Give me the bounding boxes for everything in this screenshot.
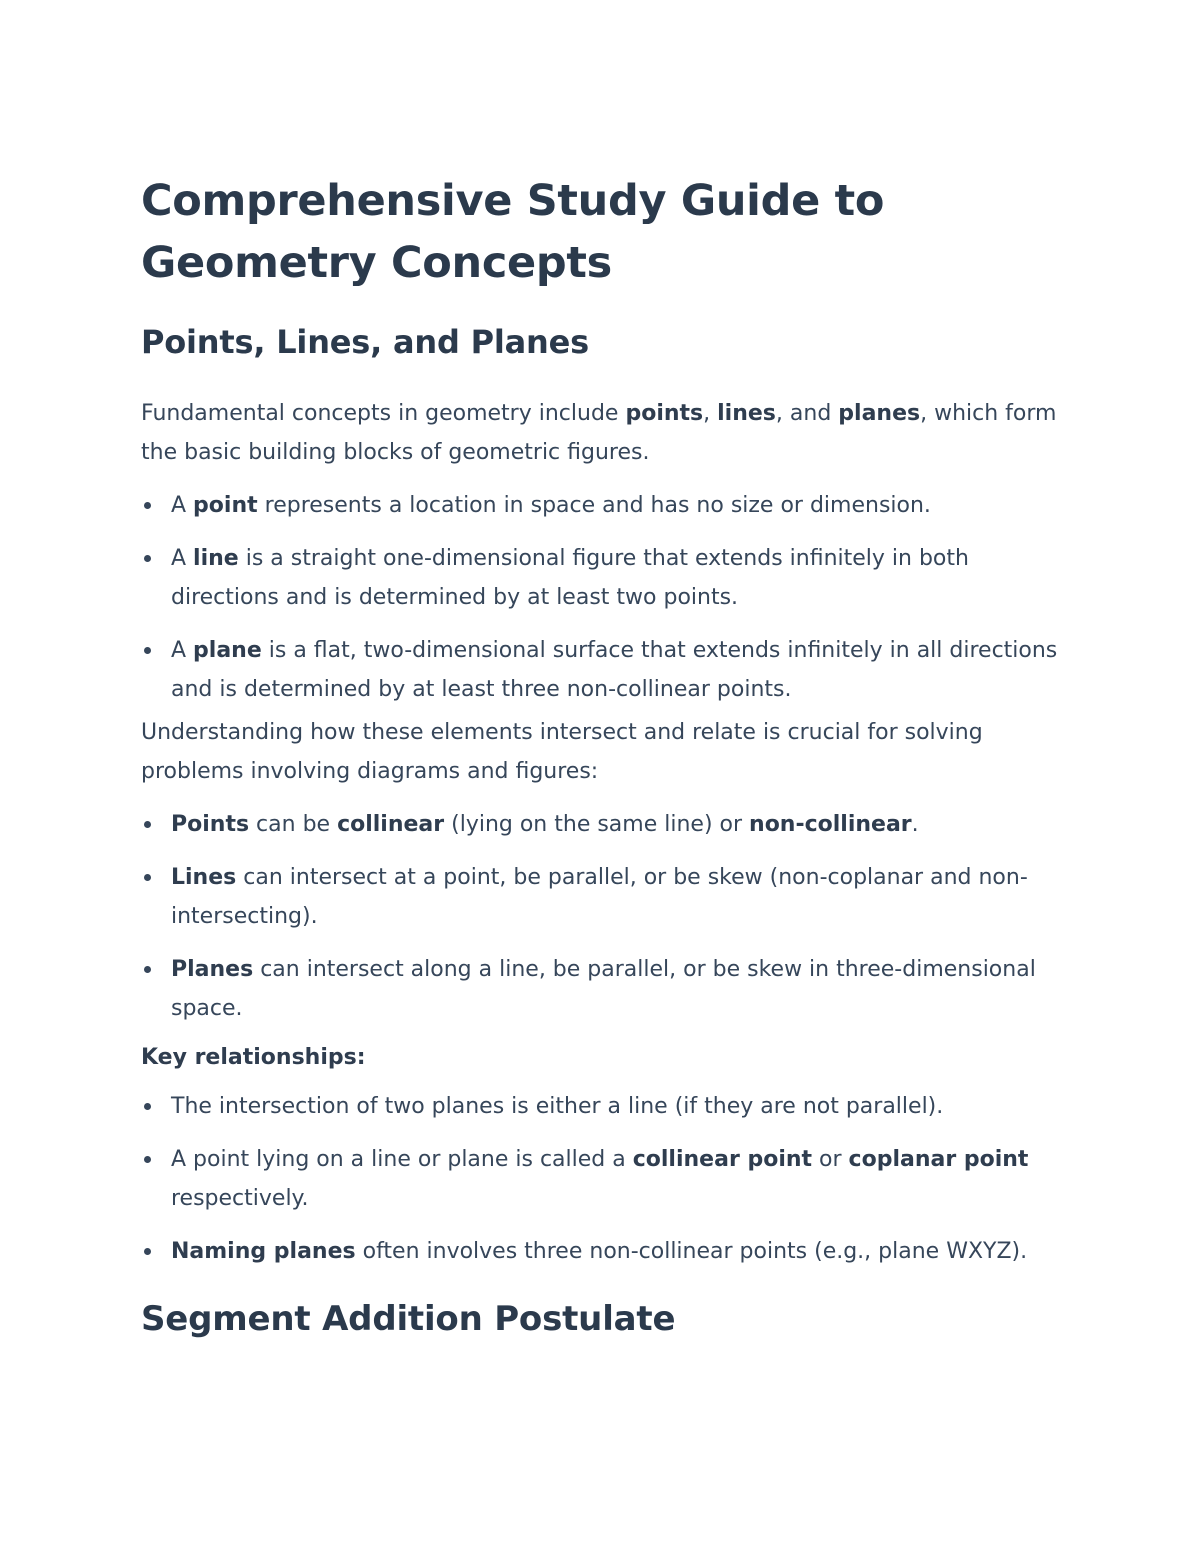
document-page: [141, 170, 1061, 1339]
key-relationships-list: [141, 1087, 1061, 1271]
bullet-icon: [144, 647, 151, 654]
bullet-icon: [144, 502, 151, 509]
bullet-icon: [144, 555, 151, 562]
list-item: Naming planes often involves three non-collinear points (e.g., plane WXYZ).: [141, 1232, 1061, 1271]
bullet-icon: [144, 1248, 151, 1255]
list-item: The intersection of two planes is either a line (if they are not parallel).: [141, 1087, 1061, 1126]
section-heading-segment-addition: Segment Addition Postulate: [141, 1299, 676, 1339]
list-item: Lines can intersect at a point, be parallel, or be skew (non-coplanar and non-intersecting).: [141, 858, 1061, 936]
list-item: Points can be collinear (lying on the same line) or non-collinear.: [141, 805, 1061, 844]
list-item: Planes can intersect along a line, be parallel, or be skew in three-dimensional space.: [141, 950, 1061, 1028]
list-item: A point lying on a line or plane is called a collinear point or coplanar point respectively.: [141, 1140, 1061, 1218]
bullet-icon: [144, 821, 151, 828]
key-relationships-heading: Key relationships:: [141, 1045, 366, 1070]
bullet-icon: [144, 1156, 151, 1163]
list-item: A line is a straight one-dimensional figure that extends infinitely in both directions and is determined by at least two points.: [141, 539, 1061, 617]
page-title: Comprehensive Study Guide to Geometry Concepts: [141, 176, 885, 288]
definitions-list: [141, 486, 1061, 709]
section-heading-points-lines-planes: Points, Lines, and Planes: [141, 323, 589, 361]
list-item: A plane is a flat, two-dimensional surface that extends infinitely in all directions and is determined by at least three non-collinear points.: [141, 631, 1061, 709]
bullet-icon: [144, 966, 151, 973]
bullet-icon: [144, 1103, 151, 1110]
understanding-paragraph: Understanding how these elements intersect and relate is crucial for solving problems involving diagrams and figures:: [141, 720, 983, 784]
relationships-list: [141, 805, 1061, 1028]
intro-paragraph: Fundamental concepts in geometry include points, lines, and planes, which form the basic building blocks of geometric figures.: [141, 401, 1057, 465]
list-item: A point represents a location in space and has no size or dimension.: [141, 486, 1061, 525]
bullet-icon: [144, 874, 151, 881]
